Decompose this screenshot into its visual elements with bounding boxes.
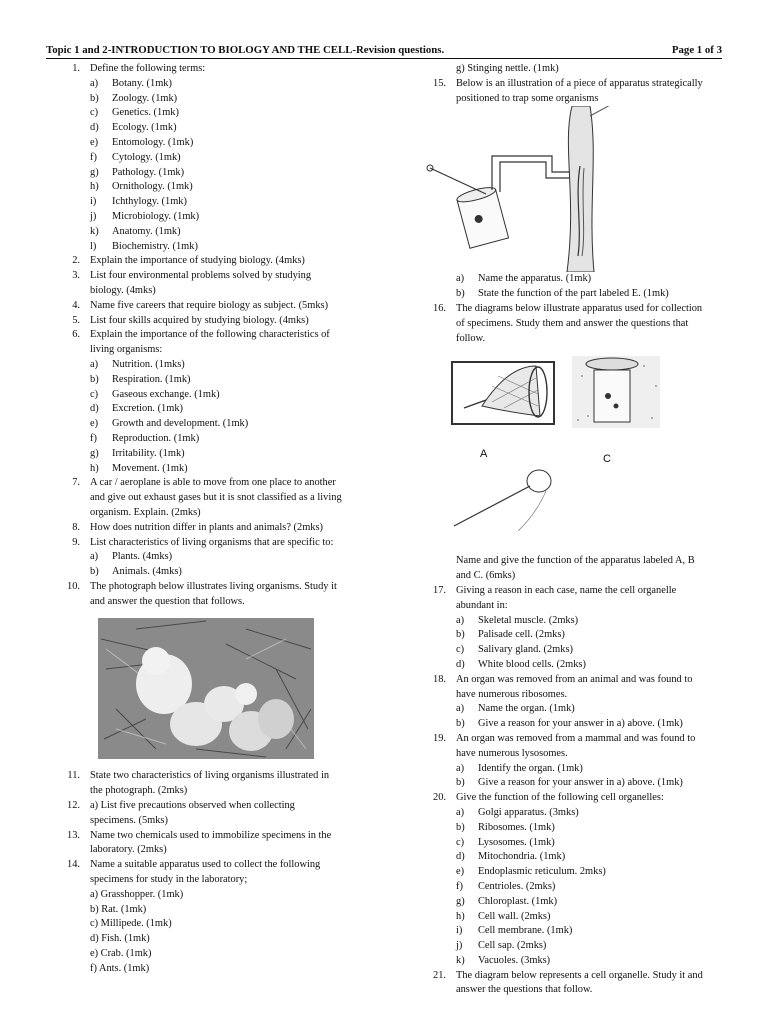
question-text: Cell wall. (2mks) <box>478 910 551 922</box>
question-text: Botany. (1mk) <box>112 77 172 89</box>
question-text: Centrioles. (2mks) <box>478 880 556 892</box>
question-number: 5. <box>72 314 80 326</box>
sub-question-line <box>46 225 366 240</box>
sub-question-line <box>412 939 732 954</box>
question-text: Identify the organ. (1mk) <box>478 762 583 774</box>
question-text: Skeletal muscle. (2mks) <box>478 614 579 626</box>
sub-question-letter: b) <box>456 777 465 789</box>
continuation-line <box>46 873 366 888</box>
question-line <box>46 62 366 77</box>
question-text: Zoology. (1mk) <box>112 92 178 104</box>
continuation-line <box>46 843 366 858</box>
sub-question-letter: d) <box>90 403 99 415</box>
question-line <box>412 791 732 806</box>
sub-question-letter: k) <box>90 225 99 237</box>
sub-question-line <box>412 614 732 629</box>
sub-question-letter: a) <box>456 273 465 285</box>
question-text: Give the function of the following cell organelles: <box>456 792 664 804</box>
continuation-line <box>46 284 366 299</box>
sub-question-line <box>412 821 732 836</box>
sub-question-line <box>412 272 732 287</box>
question-text: Genetics. (1mk) <box>112 107 179 119</box>
question-text: White blood cells. (2mks) <box>478 658 586 670</box>
question-text: Name the organ. (1mk) <box>478 703 575 715</box>
chicks-photograph <box>46 609 366 769</box>
question-number: 13. <box>67 829 80 841</box>
sub-question-letter: c) <box>456 644 465 656</box>
question-number: 16. <box>433 302 446 314</box>
question-line <box>412 584 732 599</box>
question-number: 6. <box>72 329 80 341</box>
question-text: Pathology. (1mk) <box>112 166 185 178</box>
continuation-line <box>46 491 366 506</box>
question-text: Explain the importance of studying biology. (4mks) <box>90 255 305 267</box>
sub-question-line <box>46 106 366 121</box>
question-line <box>46 314 366 329</box>
question-number: 17. <box>433 584 446 596</box>
sub-question-line <box>46 240 366 255</box>
question-number: 1. <box>72 63 80 74</box>
question-text: and answer the question that follows. <box>90 595 245 607</box>
question-text: Ribosomes. (1mk) <box>478 821 555 833</box>
question-text: e) Crab. (1mk) <box>90 948 152 960</box>
question-text: Nutrition. (1mks) <box>112 358 185 370</box>
label-a: A <box>480 448 488 461</box>
question-text: Name the apparatus. (1mk) <box>478 273 592 285</box>
sub-question-line <box>46 462 366 477</box>
question-text: Growth and development. (1mk) <box>112 418 249 430</box>
chicks-photo-image <box>46 609 366 769</box>
sub-question-line <box>412 836 732 851</box>
sub-question-letter: a) <box>456 703 465 715</box>
question-text: A car / aeroplane is able to move from one place to another <box>90 477 336 489</box>
question-text: An organ was removed from a mammal and was found to <box>456 732 696 744</box>
nets-diagram <box>412 346 732 554</box>
sub-question-line <box>412 865 732 880</box>
sub-question-letter: b) <box>456 629 465 641</box>
question-line <box>412 673 732 688</box>
sub-question-line <box>412 954 732 969</box>
sub-question-letter: b) <box>456 718 465 730</box>
question-text: List four environmental problems solved by studying <box>90 270 312 282</box>
question-text: have numerous ribosomes. <box>456 688 568 700</box>
question-text: laboratory. (2mks) <box>90 844 167 856</box>
sub-question-line <box>412 717 732 732</box>
question-number: 7. <box>72 477 80 489</box>
question-line <box>412 77 732 92</box>
question-line <box>46 299 366 314</box>
sub-question-letter: b) <box>90 92 99 104</box>
sub-question-line <box>412 776 732 791</box>
sub-question-line <box>412 924 732 939</box>
question-text: Movement. (1mk) <box>112 462 188 474</box>
question-text: g) Stinging nettle. (1mk) <box>456 63 559 74</box>
question-text: Anatomy. (1mk) <box>112 225 181 237</box>
question-text: Ecology. (1mk) <box>112 122 177 134</box>
sub-question-letter: i) <box>90 196 97 208</box>
label-c: C <box>603 453 611 466</box>
question-number: 18. <box>433 673 446 685</box>
question-number: 9. <box>72 536 80 548</box>
sub-question-letter: f) <box>90 151 97 163</box>
sub-question-letter: g) <box>90 447 99 459</box>
question-text: Give a reason for your answer in a) above. (1mk) <box>478 718 683 730</box>
question-text: organism. Explain. (2mks) <box>90 506 201 518</box>
sub-question-line <box>46 180 366 195</box>
question-text: Animals. (4mks) <box>112 566 182 578</box>
question-text: Gaseous exchange. (1mk) <box>112 388 220 400</box>
question-line <box>46 254 366 269</box>
pooter-diagram <box>412 106 732 272</box>
question-text: Palisade cell. (2mks) <box>478 629 565 641</box>
question-text: Endoplasmic reticulum. 2mks) <box>478 866 606 878</box>
continuation-line <box>412 688 732 703</box>
question-text: Entomology. (1mk) <box>112 136 194 148</box>
question-line <box>412 302 732 317</box>
sub-question-letter: b) <box>456 821 465 833</box>
continuation-line <box>46 932 366 947</box>
sub-question-line <box>46 77 366 92</box>
sub-question-letter: c) <box>456 836 465 848</box>
question-text: answer the questions that follow. <box>456 984 593 996</box>
question-text: Mitochondria. (1mk) <box>478 851 566 863</box>
sub-question-letter: l) <box>90 240 97 252</box>
question-text: b) Rat. (1mk) <box>90 903 147 915</box>
sub-question-line <box>46 550 366 565</box>
continuation-line <box>46 784 366 799</box>
sub-question-letter: e) <box>90 136 99 148</box>
sub-question-letter: h) <box>456 910 465 922</box>
question-text: have numerous lysosomes. <box>456 747 568 759</box>
continuation-line <box>46 888 366 903</box>
sub-question-letter: a) <box>90 551 99 563</box>
continuation-line <box>412 569 732 584</box>
sub-question-line <box>46 388 366 403</box>
question-text: specimens for study in the laboratory; <box>90 874 248 886</box>
question-text: Biochemistry. (1mk) <box>112 240 198 252</box>
sub-question-letter: a) <box>456 806 465 818</box>
question-text: The diagrams below illustrate apparatus used for collection <box>456 302 703 314</box>
sub-question-line <box>46 121 366 136</box>
question-line <box>46 476 366 491</box>
question-text: List characteristics of living organisms that are specific to: <box>90 536 334 548</box>
question-number: 20. <box>433 792 446 804</box>
question-text: a) Grasshopper. (1mk) <box>90 888 184 900</box>
question-text: How does nutrition differ in plants and animals? (2mks) <box>90 521 323 533</box>
question-number: 10. <box>67 580 80 592</box>
question-text: follow. <box>456 332 486 344</box>
question-line <box>46 829 366 844</box>
question-text: Cell membrane. (1mk) <box>478 925 573 937</box>
continuation-line <box>46 343 366 358</box>
question-text: Salivary gland. (2mks) <box>478 644 573 656</box>
continuation-line <box>412 332 732 347</box>
sub-question-letter: c) <box>90 107 99 119</box>
question-number: 2. <box>72 255 80 267</box>
question-text: d) Fish. (1mk) <box>90 933 150 945</box>
question-text: of specimens. Study them and answer the questions that <box>456 317 689 329</box>
sub-question-line <box>412 643 732 658</box>
question-line <box>46 536 366 551</box>
page-number: Page 1 of 3 <box>671 44 722 56</box>
question-text: Give a reason for your answer in a) above. (1mk) <box>478 777 683 789</box>
sub-question-letter: d) <box>90 122 99 134</box>
question-text: living organisms: <box>90 344 163 356</box>
sub-question-letter: d) <box>456 851 465 863</box>
page-header <box>46 44 722 59</box>
question-text: and give out exhaust gases but it is snot classified as a living <box>90 492 342 504</box>
sub-question-line <box>46 565 366 580</box>
question-number: 3. <box>72 270 80 282</box>
question-text: Below is an illustration of a piece of apparatus strategically <box>456 77 703 89</box>
sub-question-line <box>412 702 732 717</box>
question-text: Giving a reason in each case, name the cell organelle <box>456 584 677 596</box>
question-text: Respiration. (1mk) <box>112 373 191 385</box>
sub-question-letter: h) <box>90 462 99 474</box>
sub-question-line <box>412 806 732 821</box>
continuation-line <box>412 554 732 569</box>
sub-question-line <box>46 166 366 181</box>
document-title: Topic 1 and 2-INTRODUCTION TO BIOLOGY AND THE CELL-Revision questions. <box>46 44 445 56</box>
question-text: Ornithology. (1mk) <box>112 181 193 193</box>
sub-question-letter: h) <box>90 181 99 193</box>
collection-apparatus-diagrams <box>412 346 732 554</box>
question-text: c) Millipede. (1mk) <box>90 918 172 930</box>
question-text: Name a suitable apparatus used to collect the following <box>90 859 321 871</box>
question-number: 11. <box>67 770 80 782</box>
sub-question-letter: d) <box>456 658 465 670</box>
question-text: Name five careers that require biology as subject. (5mks) <box>90 299 329 311</box>
sub-question-letter: a) <box>456 762 465 774</box>
question-text: The diagram below represents a cell organelle. Study it and <box>456 969 703 981</box>
sub-question-letter: j) <box>456 940 463 952</box>
continuation-line <box>412 92 732 107</box>
question-text: Define the following terms: <box>90 63 206 74</box>
sub-question-letter: a) <box>90 77 99 89</box>
sub-question-line <box>412 910 732 925</box>
question-text: The photograph below illustrates living organisms. Study it <box>90 580 337 592</box>
sub-question-letter: e) <box>456 866 465 878</box>
question-text: Vacuoles. (3mks) <box>478 954 551 966</box>
question-text: An organ was removed from an animal and was found to <box>456 673 693 685</box>
question-text: Irritability. (1mk) <box>112 447 185 459</box>
question-number: 14. <box>67 859 80 871</box>
question-line <box>46 580 366 595</box>
question-text: the photograph. (2mks) <box>90 785 188 797</box>
sub-question-line <box>46 151 366 166</box>
sub-question-line <box>46 210 366 225</box>
continuation-line <box>46 595 366 610</box>
sub-question-line <box>46 92 366 107</box>
question-line <box>46 521 366 536</box>
continuation-line <box>412 62 732 77</box>
continuation-line <box>46 903 366 918</box>
sub-question-line <box>46 373 366 388</box>
question-text: Chloroplast. (1mk) <box>478 895 558 907</box>
question-text: Lysosomes. (1mk) <box>478 836 555 848</box>
question-text: Plants. (4mks) <box>112 551 173 563</box>
sub-question-letter: a) <box>90 358 99 370</box>
sub-question-line <box>412 762 732 777</box>
sub-question-line <box>46 447 366 462</box>
question-text: specimens. (5mks) <box>90 814 168 826</box>
question-number: 19. <box>433 732 446 744</box>
sub-question-line <box>412 880 732 895</box>
question-text: Cytology. (1mk) <box>112 151 181 163</box>
question-text: Name two chemicals used to immobilize specimens in the <box>90 829 332 841</box>
question-number: 4. <box>72 299 80 311</box>
question-text: Excretion. (1mk) <box>112 403 183 415</box>
question-line <box>412 969 732 984</box>
sub-question-letter: c) <box>90 388 99 400</box>
question-text: abundant in: <box>456 599 508 611</box>
sub-question-line <box>412 658 732 673</box>
question-text: Name and give the function of the apparatus labeled A, B <box>456 555 695 567</box>
sub-question-line <box>46 195 366 210</box>
question-line <box>46 858 366 873</box>
sub-question-letter: b) <box>90 373 99 385</box>
sub-question-letter: g) <box>456 895 465 907</box>
sub-question-letter: a) <box>456 614 465 626</box>
sub-question-line <box>46 136 366 151</box>
question-line <box>46 328 366 343</box>
question-number: 15. <box>433 77 446 89</box>
question-text: Explain the importance of the following characteristics of <box>90 329 330 341</box>
question-text: Golgi apparatus. (3mks) <box>478 806 579 818</box>
sub-question-letter: i) <box>456 925 463 937</box>
sub-question-line <box>412 628 732 643</box>
sub-question-letter: e) <box>90 418 99 430</box>
right-column <box>412 62 732 998</box>
question-line <box>46 269 366 284</box>
pooter-illustration <box>412 106 732 272</box>
continuation-line <box>412 747 732 762</box>
question-text: State the function of the part labeled E. (1mk) <box>478 288 669 300</box>
continuation-line <box>46 814 366 829</box>
question-text: State two characteristics of living organisms illustrated in <box>90 770 330 782</box>
question-text: biology. (4mks) <box>90 284 156 296</box>
sub-question-letter: k) <box>456 954 465 966</box>
continuation-line <box>412 317 732 332</box>
question-number: 12. <box>67 800 80 812</box>
question-text: Microbiology. (1mk) <box>112 210 200 222</box>
question-text: Reproduction. (1mk) <box>112 432 200 444</box>
question-number: 8. <box>72 521 80 533</box>
question-text: and C. (6mks) <box>456 570 516 582</box>
question-text: List four skills acquired by studying biology. (4mks) <box>90 314 309 326</box>
sub-question-letter: b) <box>456 288 465 300</box>
sub-question-letter: f) <box>90 432 97 444</box>
question-line <box>412 732 732 747</box>
question-text: Cell sap. (2mks) <box>478 940 547 952</box>
sub-question-line <box>46 402 366 417</box>
question-text: f) Ants. (1mk) <box>90 962 150 974</box>
question-text: Ichthylogy. (1mk) <box>112 196 187 208</box>
question-number: 21. <box>433 969 446 981</box>
sub-question-line <box>46 358 366 373</box>
question-text: a) List five precautions observed when collecting <box>90 800 295 812</box>
question-text: positioned to trap some organisms <box>456 92 599 104</box>
question-line <box>46 799 366 814</box>
sub-question-line <box>46 417 366 432</box>
sub-question-line <box>46 432 366 447</box>
continuation-line <box>412 983 732 998</box>
sub-question-letter: g) <box>90 166 99 178</box>
continuation-line <box>46 506 366 521</box>
left-column <box>46 62 366 977</box>
sub-question-line <box>412 287 732 302</box>
sub-question-line <box>412 895 732 910</box>
sub-question-line <box>412 850 732 865</box>
question-line <box>46 769 366 784</box>
continuation-line <box>46 962 366 977</box>
sub-question-letter: f) <box>456 880 463 892</box>
sub-question-letter: j) <box>90 210 97 222</box>
sub-question-letter: b) <box>90 566 99 578</box>
continuation-line <box>412 599 732 614</box>
continuation-line <box>46 947 366 962</box>
continuation-line <box>46 917 366 932</box>
